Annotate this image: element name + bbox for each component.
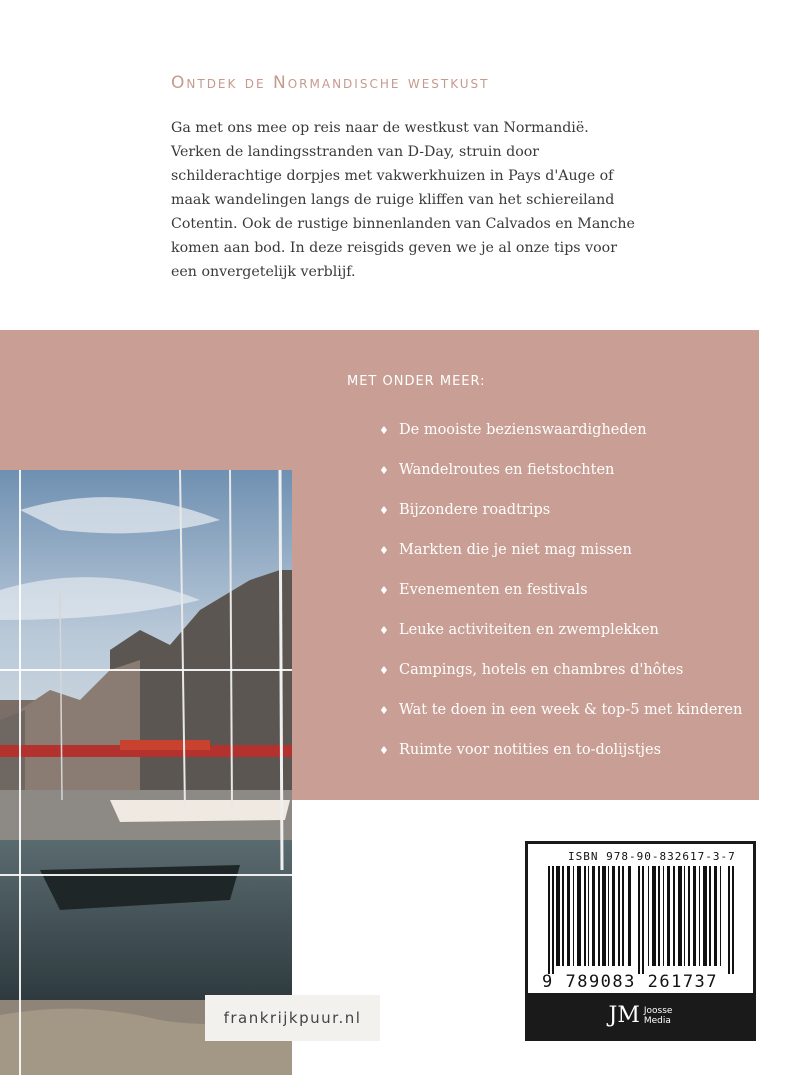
diamond-bullet-icon: ♦ xyxy=(379,463,389,477)
list-item-label: Evenementen en festivals xyxy=(399,582,588,598)
highlights-list xyxy=(379,410,742,770)
publisher-mark: JM xyxy=(608,1003,640,1028)
list-item xyxy=(379,450,742,490)
website-label: frankrijkpuur.nl xyxy=(205,995,380,1041)
diamond-bullet-icon: ♦ xyxy=(379,583,389,597)
list-item-label: Campings, hotels en chambres d'hôtes xyxy=(399,662,684,678)
highlights-title: MET ONDER MEER: xyxy=(347,374,486,389)
list-item-label: Wandelroutes en fietstochten xyxy=(399,462,615,478)
list-item xyxy=(379,690,742,730)
diamond-bullet-icon: ♦ xyxy=(379,503,389,517)
diamond-bullet-icon: ♦ xyxy=(379,623,389,637)
diamond-bullet-icon: ♦ xyxy=(379,543,389,557)
publisher-name-line1: Joosse xyxy=(643,1005,673,1016)
barcode-bars xyxy=(544,866,740,974)
list-item-label: Bijzondere roadtrips xyxy=(399,502,551,518)
list-item xyxy=(379,530,742,570)
list-item xyxy=(379,730,742,770)
harbour-photo xyxy=(0,470,292,1075)
list-item xyxy=(379,610,742,650)
diamond-bullet-icon: ♦ xyxy=(379,663,389,677)
ean-digits: 9 789083 261737 xyxy=(542,972,719,992)
list-item xyxy=(379,570,742,610)
diamond-bullet-icon: ♦ xyxy=(379,423,389,437)
list-item-label: Wat te doen in een week & top-5 met kinderen xyxy=(399,702,743,718)
list-item-label: Markten die je niet mag missen xyxy=(399,542,632,558)
list-item xyxy=(379,490,742,530)
back-cover-heading: Ontdek de Normandische westkust xyxy=(171,73,490,93)
list-item xyxy=(379,410,742,450)
isbn-number: ISBN 978-90-832617-3-7 xyxy=(568,850,736,863)
diamond-bullet-icon: ♦ xyxy=(379,703,389,717)
list-item-label: Leuke activiteiten en zwemplekken xyxy=(399,622,659,638)
list-item xyxy=(379,650,742,690)
barcode-block xyxy=(525,841,756,1041)
intro-paragraph: Ga met ons mee op reis naar de westkust van Normandië. Verken de landingsstranden van D-Day, struin door schilderachtige dorpjes met vakwerkhuizen in Pays d'Auge of maak wandelingen langs de ruige kliffen van het schiereiland Cotentin. Ook de rustige binnenlanden van Calvados en Manche komen aan bod. In deze reisgids geven we je al onze tips voor een onvergetelijk verblijf. xyxy=(171,120,635,280)
diamond-bullet-icon: ♦ xyxy=(379,743,389,757)
list-item-label: De mooiste bezienswaardigheden xyxy=(399,422,647,438)
publisher-name-line2: Media xyxy=(643,1015,671,1026)
publisher-name xyxy=(644,1006,673,1026)
list-item-label: Ruimte voor notities en to-dolijstjes xyxy=(399,742,662,758)
publisher-logo xyxy=(528,993,753,1038)
